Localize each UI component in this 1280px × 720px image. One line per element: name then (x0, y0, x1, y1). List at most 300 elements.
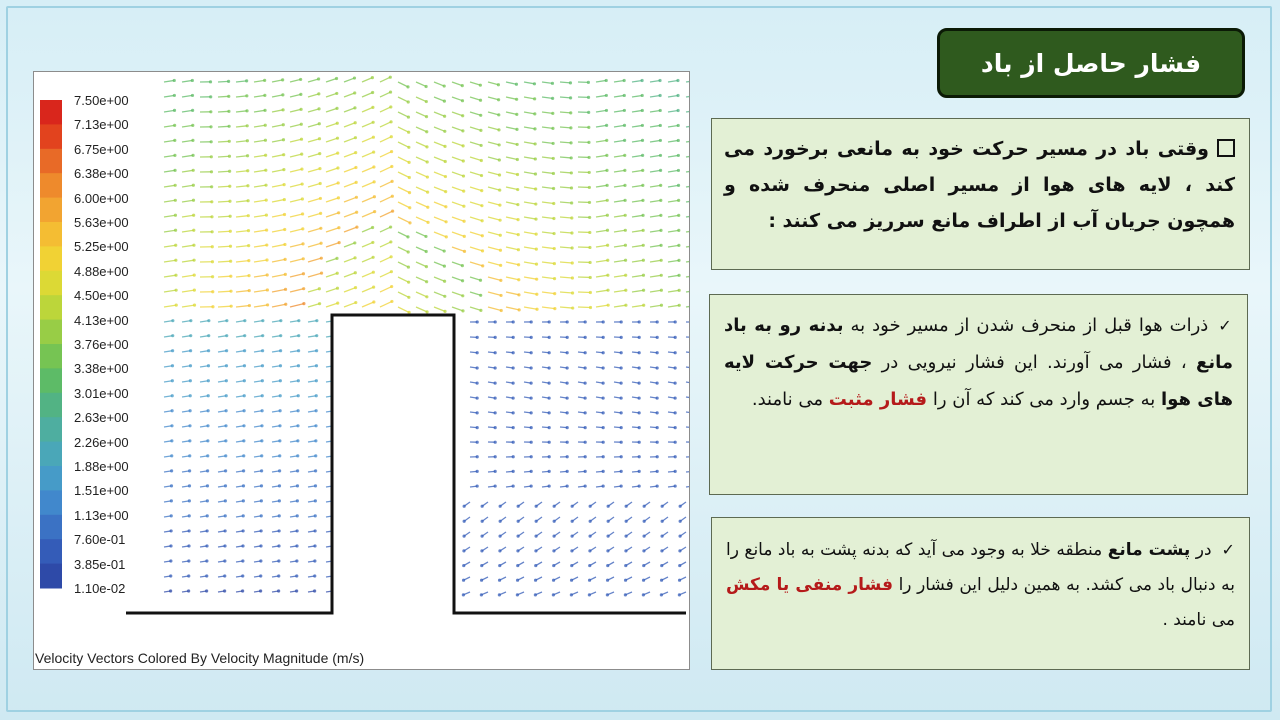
vector-arrowhead (605, 109, 608, 112)
velocity-vector (560, 202, 572, 203)
vector-arrowhead (656, 320, 659, 323)
vector-arrowhead (242, 409, 245, 412)
velocity-vector (236, 156, 248, 157)
velocity-vector (524, 292, 537, 294)
vector-arrowhead (476, 336, 479, 339)
velocity-vector (236, 111, 247, 112)
vector-arrowhead (499, 249, 502, 252)
velocity-vector (182, 185, 193, 187)
vector-arrowhead (566, 470, 569, 473)
velocity-vector (362, 137, 373, 142)
vector-arrowhead (242, 424, 245, 427)
vector-arrowhead (284, 288, 287, 291)
vector-arrowhead (551, 127, 554, 130)
vector-arrowhead (259, 589, 262, 592)
vector-arrowhead (317, 107, 320, 110)
velocity-vector (326, 183, 338, 187)
velocity-vector (182, 125, 193, 127)
vector-arrowhead (206, 529, 209, 532)
velocity-vector (524, 112, 535, 114)
vector-arrowhead (479, 114, 482, 117)
vector-arrowhead (223, 574, 226, 577)
vector-arrowhead (535, 520, 538, 523)
velocity-vector (452, 97, 462, 101)
vector-arrowhead (461, 144, 464, 147)
vector-arrowhead (553, 277, 556, 280)
vector-arrowhead (372, 271, 375, 274)
vector-arrowhead (245, 94, 248, 97)
velocity-vector (686, 185, 690, 187)
vector-arrowhead (297, 349, 300, 352)
vector-arrowhead (566, 320, 569, 323)
velocity-vector (308, 289, 319, 292)
vector-arrowhead (301, 242, 304, 245)
vector-arrowhead (638, 320, 641, 323)
vector-arrowhead (209, 80, 212, 83)
vector-arrowhead (225, 349, 228, 352)
vector-arrowhead (296, 469, 299, 472)
vector-arrowhead (552, 564, 555, 567)
vector-arrowhead (319, 182, 322, 185)
vector-arrowhead (641, 169, 644, 172)
vector-arrowhead (620, 426, 623, 429)
vector-arrowhead (624, 535, 627, 538)
vector-arrowhead (246, 184, 249, 187)
vector-arrowhead (188, 439, 191, 442)
velocity-vector (164, 185, 175, 187)
velocity-vector (164, 305, 176, 307)
vector-arrowhead (443, 84, 446, 87)
velocity-vector (614, 290, 626, 292)
velocity-vector (452, 202, 464, 206)
velocity-vector (272, 80, 283, 82)
velocity-vector (452, 157, 463, 161)
velocity-vector (398, 82, 408, 87)
vector-arrowhead (530, 455, 533, 458)
vector-arrowhead (584, 470, 587, 473)
vector-arrowhead (476, 411, 479, 414)
vector-arrowhead (284, 273, 287, 276)
velocity-vector (218, 201, 230, 202)
vector-arrowhead (189, 349, 192, 352)
velocity-vector (308, 139, 320, 142)
vector-arrowhead (206, 424, 209, 427)
velocity-vector (488, 157, 499, 160)
vector-arrowhead (656, 366, 659, 369)
vector-arrowhead (642, 259, 645, 262)
vector-arrowhead (605, 124, 608, 127)
vector-arrowhead (225, 334, 228, 337)
velocity-vector (596, 140, 607, 142)
vector-arrowhead (499, 294, 502, 297)
vector-arrowhead (297, 364, 300, 367)
vector-arrowhead (533, 82, 536, 85)
velocity-vector (326, 243, 339, 247)
vector-arrowhead (569, 141, 572, 144)
vector-arrowhead (512, 455, 515, 458)
vector-arrowhead (170, 469, 173, 472)
vector-arrowhead (678, 289, 681, 292)
velocity-vector (596, 290, 608, 292)
vector-arrowhead (354, 136, 357, 139)
velocity-vector (236, 276, 249, 277)
velocity-vector (164, 215, 175, 217)
vector-arrowhead (500, 309, 503, 312)
vector-arrowhead (480, 549, 483, 552)
vector-arrowhead (224, 409, 227, 412)
velocity-vector (434, 142, 445, 146)
vector-arrowhead (390, 135, 393, 138)
vector-arrowhead (242, 514, 245, 517)
color-scale-label: 4.50e+00 (74, 288, 129, 304)
vector-arrowhead (389, 240, 392, 243)
vector-arrowhead (264, 154, 267, 157)
vector-arrowhead (390, 150, 393, 153)
vector-arrowhead (642, 549, 645, 552)
velocity-vector (182, 170, 193, 172)
vector-arrowhead (606, 274, 609, 277)
vector-arrowhead (476, 455, 479, 458)
vector-arrowhead (443, 265, 446, 268)
vector-arrowhead (602, 426, 605, 429)
velocity-vector (650, 275, 661, 277)
vector-arrowhead (315, 319, 318, 322)
velocity-vector (686, 412, 690, 413)
color-scale-swatch (40, 320, 62, 345)
vector-arrowhead (314, 454, 317, 457)
vector-arrowhead (499, 264, 502, 267)
vector-arrowhead (173, 109, 176, 112)
vector-arrowhead (284, 258, 287, 261)
vector-arrowhead (552, 202, 555, 205)
vector-arrowhead (297, 334, 300, 337)
vector-arrowhead (425, 100, 428, 103)
velocity-vector (596, 260, 608, 262)
vector-arrowhead (516, 158, 519, 161)
vector-arrowhead (642, 564, 645, 567)
velocity-vector (686, 170, 690, 172)
color-scale-label: 1.13e+00 (74, 507, 129, 523)
vector-arrowhead (571, 505, 574, 508)
velocity-vector (236, 246, 249, 247)
vector-arrowhead (498, 158, 501, 161)
vector-arrowhead (588, 261, 591, 264)
vector-arrowhead (638, 411, 641, 414)
vector-arrowhead (479, 129, 482, 132)
vector-arrowhead (187, 574, 190, 577)
vector-arrowhead (277, 559, 280, 562)
vector-arrowhead (279, 394, 282, 397)
vector-arrowhead (623, 154, 626, 157)
vector-arrowhead (296, 529, 299, 532)
vector-arrowhead (247, 274, 250, 277)
vector-arrowhead (228, 170, 231, 173)
velocity-vector (308, 243, 321, 247)
vector-arrowhead (264, 124, 267, 127)
vector-arrowhead (353, 256, 356, 259)
vector-arrowhead (570, 564, 573, 567)
vector-arrowhead (498, 143, 501, 146)
vector-arrowhead (462, 579, 465, 582)
vector-arrowhead (588, 156, 591, 159)
vector-arrowhead (642, 274, 645, 277)
color-scale-label: 2.26e+00 (74, 434, 129, 450)
velocity-vector (488, 232, 500, 235)
vector-arrowhead (189, 319, 192, 322)
vector-arrowhead (170, 529, 173, 532)
velocity-vector (254, 140, 265, 142)
velocity-vector (668, 200, 679, 202)
vector-arrowhead (481, 264, 484, 267)
vector-arrowhead (281, 78, 284, 81)
vector-arrowhead (641, 184, 644, 187)
vector-arrowhead (602, 366, 605, 369)
color-scale-label: 3.85e-01 (74, 556, 126, 572)
vector-arrowhead (174, 259, 177, 262)
vector-arrowhead (476, 441, 479, 444)
vector-arrowhead (193, 304, 196, 307)
velocity-vector (398, 232, 408, 237)
velocity-vector (632, 215, 643, 217)
velocity-vector (470, 82, 480, 85)
velocity-vector (362, 212, 375, 217)
vector-arrowhead (227, 80, 230, 83)
vector-arrowhead (408, 221, 411, 224)
vector-arrowhead (192, 184, 195, 187)
velocity-vector (362, 287, 374, 292)
vector-arrowhead (642, 535, 645, 538)
vector-arrowhead (336, 137, 339, 140)
velocity-vector (668, 215, 679, 217)
vector-arrowhead (517, 293, 520, 296)
vector-arrowhead (463, 220, 466, 223)
vector-arrowhead (641, 109, 644, 112)
velocity-vector (290, 94, 301, 97)
vector-arrowhead (425, 310, 428, 313)
vector-arrowhead (191, 139, 194, 142)
text: ، فشار می آورند. این فشار نیرویی در (872, 352, 1197, 373)
vector-arrowhead (494, 470, 497, 473)
vector-arrowhead (187, 544, 190, 547)
velocity-vector (686, 95, 690, 97)
vector-arrowhead (315, 379, 318, 382)
velocity-vector (290, 199, 302, 202)
velocity-vector (344, 153, 356, 157)
vector-arrowhead (552, 549, 555, 552)
vector-arrowhead (516, 535, 519, 538)
velocity-vector (236, 81, 247, 82)
color-scale-label: 1.10e-02 (74, 581, 126, 596)
velocity-vector (236, 141, 247, 142)
vector-arrowhead (620, 484, 623, 487)
vector-arrowhead (279, 334, 282, 337)
vector-arrowhead (336, 287, 339, 290)
velocity-vector (326, 198, 338, 202)
vector-arrowhead (297, 394, 300, 397)
velocity-vector (650, 170, 661, 172)
vector-arrowhead (211, 290, 214, 293)
velocity-vector (452, 247, 465, 251)
vector-arrowhead (229, 245, 232, 248)
vector-arrowhead (588, 579, 591, 582)
velocity-vector (506, 187, 518, 190)
velocity-vector (164, 275, 176, 277)
vector-arrowhead (584, 441, 587, 444)
velocity-vector (542, 97, 553, 98)
highlight-positive-pressure: فشار مثبت (828, 389, 928, 410)
vector-arrowhead (228, 185, 231, 188)
vector-arrowhead (516, 203, 519, 206)
velocity-vector (560, 157, 571, 158)
vector-arrowhead (282, 123, 285, 126)
vector-arrowhead (620, 320, 623, 323)
vector-arrowhead (481, 505, 484, 508)
velocity-vector (488, 127, 499, 130)
velocity-vector (254, 290, 267, 292)
velocity-vector (506, 292, 519, 295)
vector-arrowhead (660, 289, 663, 292)
velocity-vector (308, 304, 320, 307)
vector-arrowhead (445, 235, 448, 238)
vector-arrowhead (497, 98, 500, 101)
vector-arrowhead (225, 319, 228, 322)
velocity-vector (362, 167, 374, 172)
vector-arrowhead (476, 484, 479, 487)
vector-arrowhead (678, 593, 681, 596)
velocity-vector (344, 138, 355, 142)
velocity-vector (542, 187, 554, 188)
vector-arrowhead (620, 351, 623, 354)
vector-arrowhead (566, 336, 569, 339)
vector-arrowhead (371, 106, 374, 109)
vector-arrowhead (623, 94, 626, 97)
velocity-vector (236, 126, 247, 127)
velocity-vector (560, 142, 571, 143)
vector-arrowhead (643, 520, 646, 523)
vector-arrowhead (481, 234, 484, 237)
vector-arrowhead (620, 470, 623, 473)
vector-arrowhead (210, 200, 213, 203)
vector-arrowhead (170, 454, 173, 457)
vector-arrowhead (281, 108, 284, 111)
vector-arrowhead (302, 272, 305, 275)
velocity-vector (272, 125, 283, 127)
color-scale-label: 5.63e+00 (74, 215, 129, 230)
velocity-vector (416, 277, 427, 282)
vector-arrowhead (296, 439, 299, 442)
vector-arrowhead (533, 112, 536, 115)
vector-arrowhead (623, 169, 626, 172)
vector-arrowhead (552, 232, 555, 235)
velocity-vector (308, 169, 320, 172)
vector-arrowhead (372, 136, 375, 139)
velocity-vector (290, 184, 302, 187)
vector-arrowhead (205, 589, 208, 592)
vector-arrowhead (278, 469, 281, 472)
vector-arrowhead (606, 535, 609, 538)
color-scale-label: 1.51e+00 (74, 483, 129, 499)
vector-arrowhead (624, 593, 627, 596)
vector-arrowhead (260, 439, 263, 442)
vector-arrowhead (314, 529, 317, 532)
vector-arrowhead (261, 349, 264, 352)
vector-arrowhead (656, 455, 659, 458)
vector-arrowhead (337, 226, 340, 229)
vector-arrowhead (584, 426, 587, 429)
velocity-vector (452, 262, 462, 266)
color-scale-swatch (40, 198, 62, 223)
vector-arrowhead (259, 544, 262, 547)
color-scale-swatch (40, 442, 62, 467)
vector-arrowhead (571, 246, 574, 249)
vector-arrowhead (266, 303, 269, 306)
vector-arrowhead (584, 336, 587, 339)
vector-arrowhead (589, 306, 592, 309)
velocity-vector (164, 140, 175, 142)
vector-arrowhead (188, 469, 191, 472)
velocity-vector (434, 217, 446, 222)
vector-arrowhead (173, 124, 176, 127)
velocity-vector (236, 201, 248, 202)
color-scale-label: 5.25e+00 (74, 239, 129, 255)
vector-arrowhead (641, 139, 644, 142)
vector-arrowhead (677, 244, 680, 247)
velocity-vector (650, 290, 661, 292)
velocity-vector (398, 172, 409, 178)
vector-arrowhead (588, 246, 591, 249)
vector-arrowhead (534, 187, 537, 190)
vector-arrowhead (389, 105, 392, 108)
vector-arrowhead (245, 79, 248, 82)
vector-arrowhead (391, 195, 394, 198)
velocity-vector (236, 261, 249, 262)
velocity-vector (686, 200, 690, 202)
velocity-vector (344, 78, 354, 82)
velocity-vector (254, 185, 266, 187)
vector-arrowhead (620, 366, 623, 369)
vector-arrowhead (512, 426, 515, 429)
vector-arrowhead (372, 121, 375, 124)
vector-arrowhead (301, 212, 304, 215)
vector-arrowhead (481, 249, 484, 252)
vector-arrowhead (319, 227, 322, 230)
vector-arrowhead (169, 544, 172, 547)
vector-arrowhead (444, 175, 447, 178)
vector-arrowhead (641, 214, 644, 217)
vector-arrowhead (314, 499, 317, 502)
velocity-vector (452, 127, 463, 131)
velocity-vector (416, 247, 426, 252)
vector-arrowhead (624, 229, 627, 232)
vector-arrowhead (246, 169, 249, 172)
vector-arrowhead (480, 159, 483, 162)
vector-arrowhead (461, 309, 464, 312)
vector-arrowhead (602, 441, 605, 444)
vector-arrowhead (620, 382, 623, 385)
vector-arrowhead (534, 217, 537, 220)
vector-arrowhead (260, 529, 263, 532)
vector-arrowhead (638, 470, 641, 473)
vector-arrowhead (552, 593, 555, 596)
vector-arrowhead (656, 484, 659, 487)
vector-arrowhead (389, 76, 392, 79)
color-scale-label: 3.01e+00 (74, 385, 129, 401)
vector-arrowhead (260, 454, 263, 457)
velocity-vector (542, 112, 553, 113)
vector-arrowhead (229, 275, 232, 278)
velocity-vector (164, 125, 175, 127)
vector-arrowhead (659, 154, 662, 157)
